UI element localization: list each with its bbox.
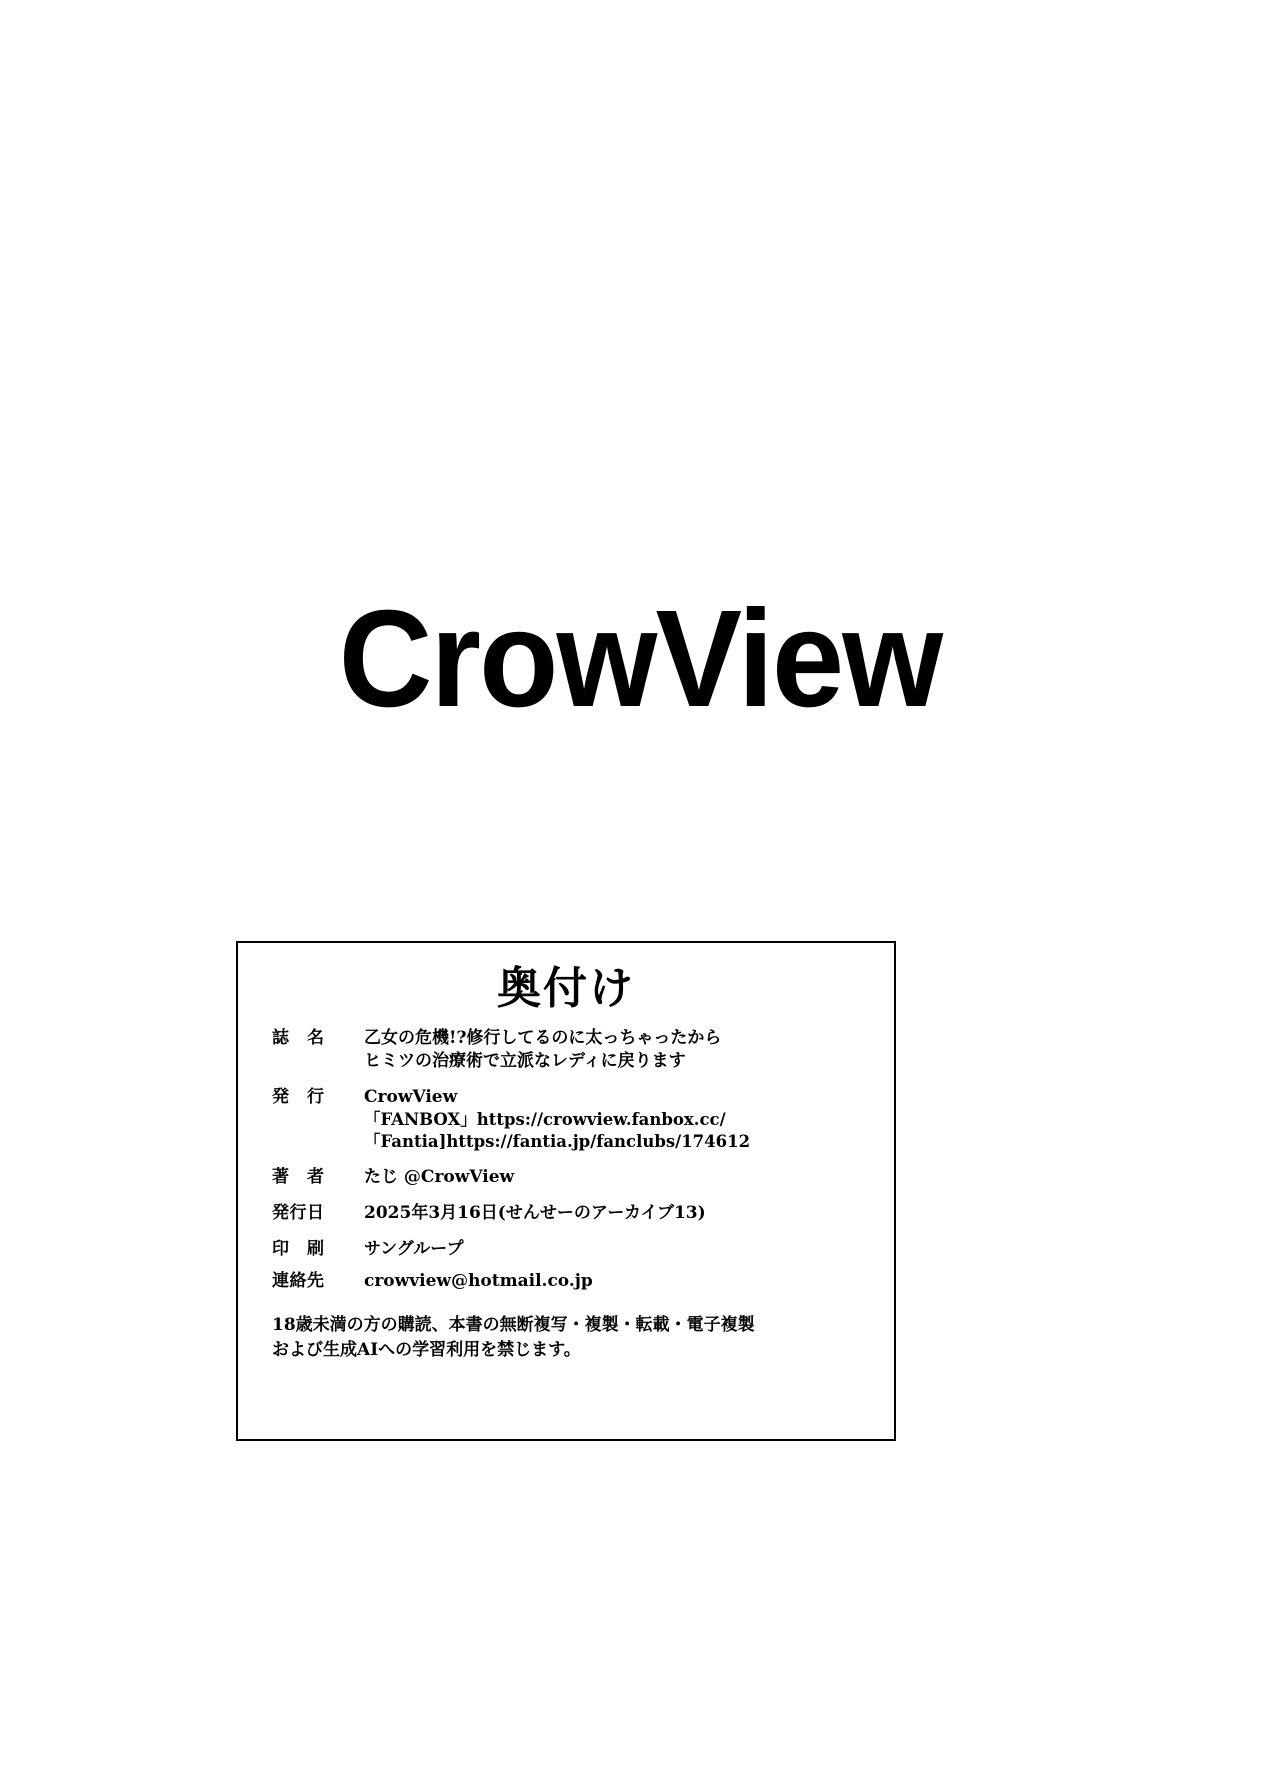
colophon-value-title — [364, 1027, 860, 1073]
colophon-notice-line-1: 18歳未満の方の購読、本書の無断複写・複製・転載・電子複製 — [272, 1315, 755, 1336]
colophon-publisher-name: CrowView — [364, 1086, 458, 1107]
colophon-value-title-line-1: 乙女の危機!?修行してるのに太っちゃったから — [364, 1028, 722, 1048]
crowview-logo: CrowView — [338, 582, 942, 736]
colophon-value-contact — [364, 1270, 860, 1293]
colophon-value-printer — [364, 1238, 860, 1261]
colophon-date-text: 2025年3月16日(せんせーのアーカイブ13) — [364, 1203, 706, 1224]
colophon-printer-name: サングループ — [364, 1239, 464, 1260]
colophon-value-author — [364, 1166, 860, 1189]
colophon-row-publisher — [272, 1086, 860, 1153]
colophon-row-contact — [272, 1270, 860, 1293]
colophon-label-date: 発行日 — [272, 1203, 325, 1224]
colophon-notice-line-2: および生成AIへの学習利用を禁じます。 — [272, 1339, 581, 1360]
colophon-label-author: 著 者 — [272, 1167, 325, 1188]
colophon-value-date — [364, 1202, 860, 1225]
colophon-label-printer: 印 刷 — [272, 1239, 325, 1260]
colophon-row-author — [272, 1166, 860, 1189]
colophon-row-title — [272, 1027, 860, 1073]
colophon-label-title: 誌 名 — [272, 1028, 325, 1048]
colophon-row-printer — [272, 1238, 860, 1261]
colophon-row-date — [272, 1202, 860, 1225]
colophon-author-name: たじ @CrowView — [364, 1167, 515, 1188]
colophon-publisher-fanbox-url[interactable]: 「FANBOX」https://crowview.fanbox.cc/ — [364, 1109, 726, 1129]
colophon-rows — [238, 1027, 894, 1293]
colophon-notice — [238, 1313, 894, 1362]
colophon-value-title-line-2: ヒミツの治療術で立派なレディに戻ります — [364, 1050, 686, 1071]
colophon-contact-email[interactable]: crowview@hotmail.co.jp — [364, 1271, 593, 1292]
colophon-label-publisher: 発 行 — [272, 1086, 325, 1107]
colophon-title: 奥付け — [497, 963, 635, 1014]
colophon-value-publisher — [364, 1086, 860, 1153]
colophon-label-contact: 連絡先 — [272, 1271, 325, 1292]
colophon-box — [236, 941, 896, 1441]
colophon-publisher-fantia-url[interactable]: 「Fantia]https://fantia.jp/fanclubs/174612 — [364, 1132, 751, 1152]
